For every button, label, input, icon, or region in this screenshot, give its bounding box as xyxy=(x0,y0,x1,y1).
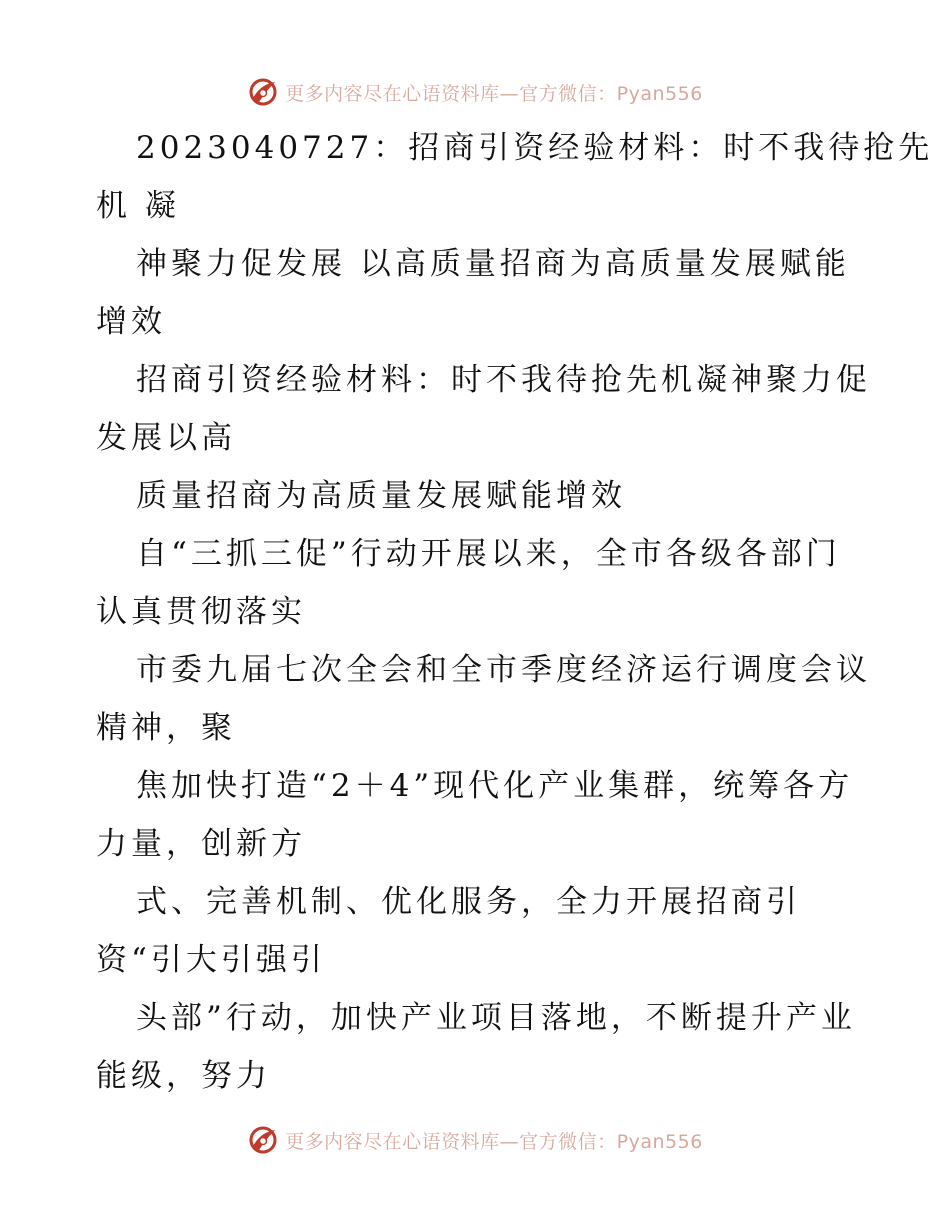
doc-line: 招商引资经验材料：时不我待抢先机凝神聚力促 xyxy=(136,362,871,398)
doc-line: 市委九届七次全会和全市季度经济运行调度会议 xyxy=(136,652,871,688)
doc-line: 头部”行动，加快产业项目落地，不断提升产业 xyxy=(136,1000,856,1036)
doc-line: 式、完善机制、优化服务，全力开展招商引 xyxy=(136,884,801,920)
doc-line: 资“引大引强引 xyxy=(96,942,326,978)
footer-banner xyxy=(0,1120,950,1160)
brand-logo-icon xyxy=(247,76,279,108)
doc-line: 质量招商为高质量发展赋能增效 xyxy=(136,478,626,514)
doc-line: 精神，聚 xyxy=(96,710,236,746)
doc-line: 发展以高 xyxy=(96,420,236,456)
doc-line: 神聚力促发展 以高质量招商为高质量发展赋能 xyxy=(136,246,850,282)
doc-line: 自“三抓三促”行动开展以来，全市各级各部门 xyxy=(136,536,841,572)
doc-line: 机 凝 xyxy=(96,188,180,224)
header-banner xyxy=(0,72,950,112)
footer-banner-text: 更多内容尽在心语资料库—官方微信：Pyan556 xyxy=(285,1130,703,1153)
doc-line: 认真贯彻落实 xyxy=(96,594,306,630)
doc-line: 2023040727：招商引资经验材料：时不我待抢先 xyxy=(136,130,934,166)
brand-logo-icon xyxy=(247,1124,279,1156)
doc-line: 增效 xyxy=(96,304,166,340)
header-banner-text: 更多内容尽在心语资料库—官方微信：Pyan556 xyxy=(285,82,703,105)
doc-line: 焦加快打造“2＋4”现代化产业集群，统筹各方 xyxy=(136,768,854,804)
doc-line: 力量，创新方 xyxy=(96,826,306,862)
doc-line: 能级，努力 xyxy=(96,1058,271,1094)
